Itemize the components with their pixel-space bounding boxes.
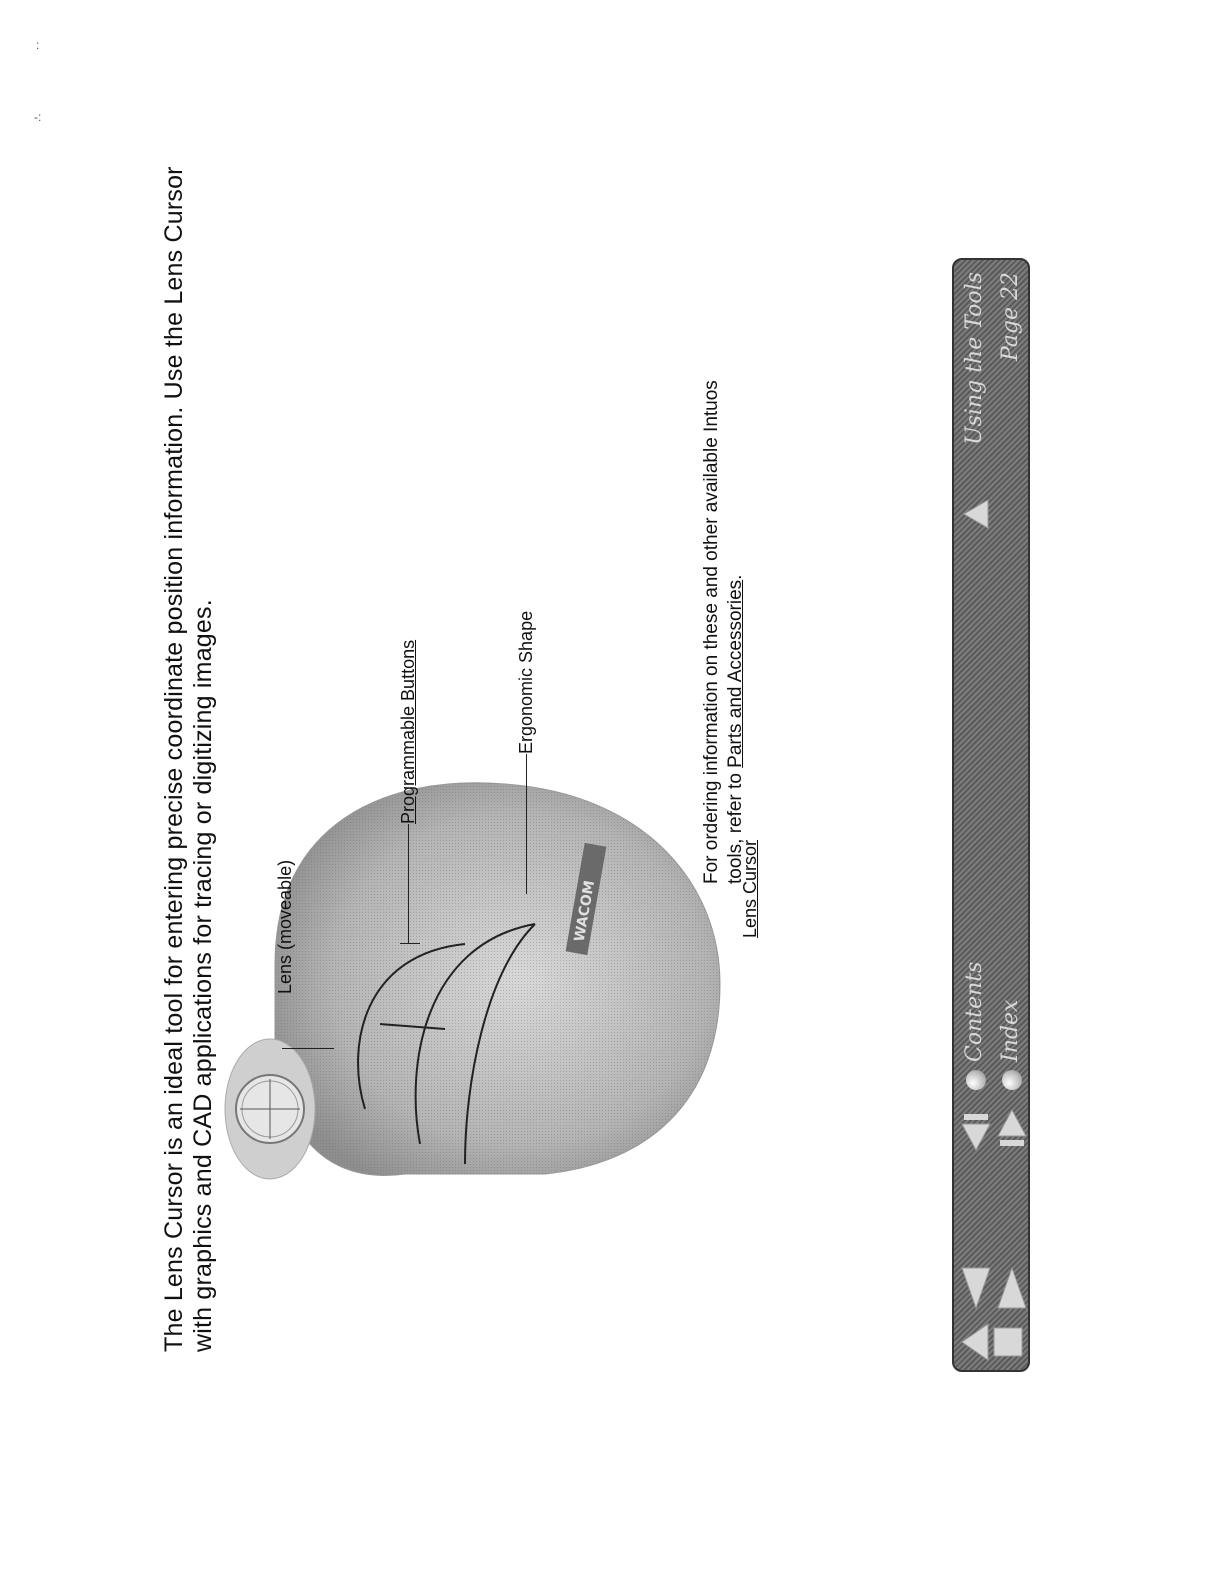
figure-caption[interactable]: Lens Cursor bbox=[740, 839, 760, 938]
margin-mark-2: -: bbox=[34, 110, 42, 124]
label-programmable-buttons[interactable]: Programmable Buttons bbox=[398, 639, 418, 824]
navigation-bar bbox=[952, 258, 1030, 1372]
ordering-note bbox=[700, 364, 748, 884]
ordering-text-end: . bbox=[725, 574, 746, 580]
leader-lens bbox=[282, 1048, 334, 1049]
next-page-icon[interactable] bbox=[994, 1264, 1030, 1312]
contents-bullet-icon bbox=[966, 1070, 986, 1090]
label-ergonomic-shape: Ergonomic Shape bbox=[516, 610, 536, 754]
intro-paragraph: The Lens Cursor is an ideal tool for entering precise coordinate position information. Use the Lens Cursor with graphics and CAD applications for tracing or digitizing images. bbox=[160, 166, 217, 1352]
back-icon[interactable] bbox=[958, 1106, 994, 1154]
nav-contents-link[interactable]: Contents bbox=[962, 961, 987, 1062]
nav-index-link[interactable]: Index bbox=[998, 999, 1023, 1062]
brand-logo: WACOM bbox=[571, 879, 599, 943]
first-page-icon[interactable] bbox=[958, 1320, 1026, 1364]
nav-section-title[interactable]: Using the Tools bbox=[962, 272, 987, 445]
up-arrow-icon[interactable] bbox=[962, 498, 990, 530]
leader-buttons bbox=[400, 943, 420, 944]
parts-accessories-link[interactable]: Parts and Accessories bbox=[725, 579, 746, 768]
leader-buttons-h bbox=[408, 824, 409, 944]
forward-icon[interactable] bbox=[994, 1106, 1030, 1154]
label-lens: Lens (moveable) bbox=[275, 859, 295, 994]
index-bullet-icon bbox=[1002, 1070, 1022, 1090]
leader-shape bbox=[526, 754, 527, 894]
ordering-text: For ordering information on these and other available Intuos tools, refer to bbox=[701, 380, 746, 884]
nav-page-number: Page 22 bbox=[998, 272, 1023, 362]
margin-mark-1: : bbox=[36, 38, 40, 52]
previous-page-icon[interactable] bbox=[958, 1264, 994, 1312]
